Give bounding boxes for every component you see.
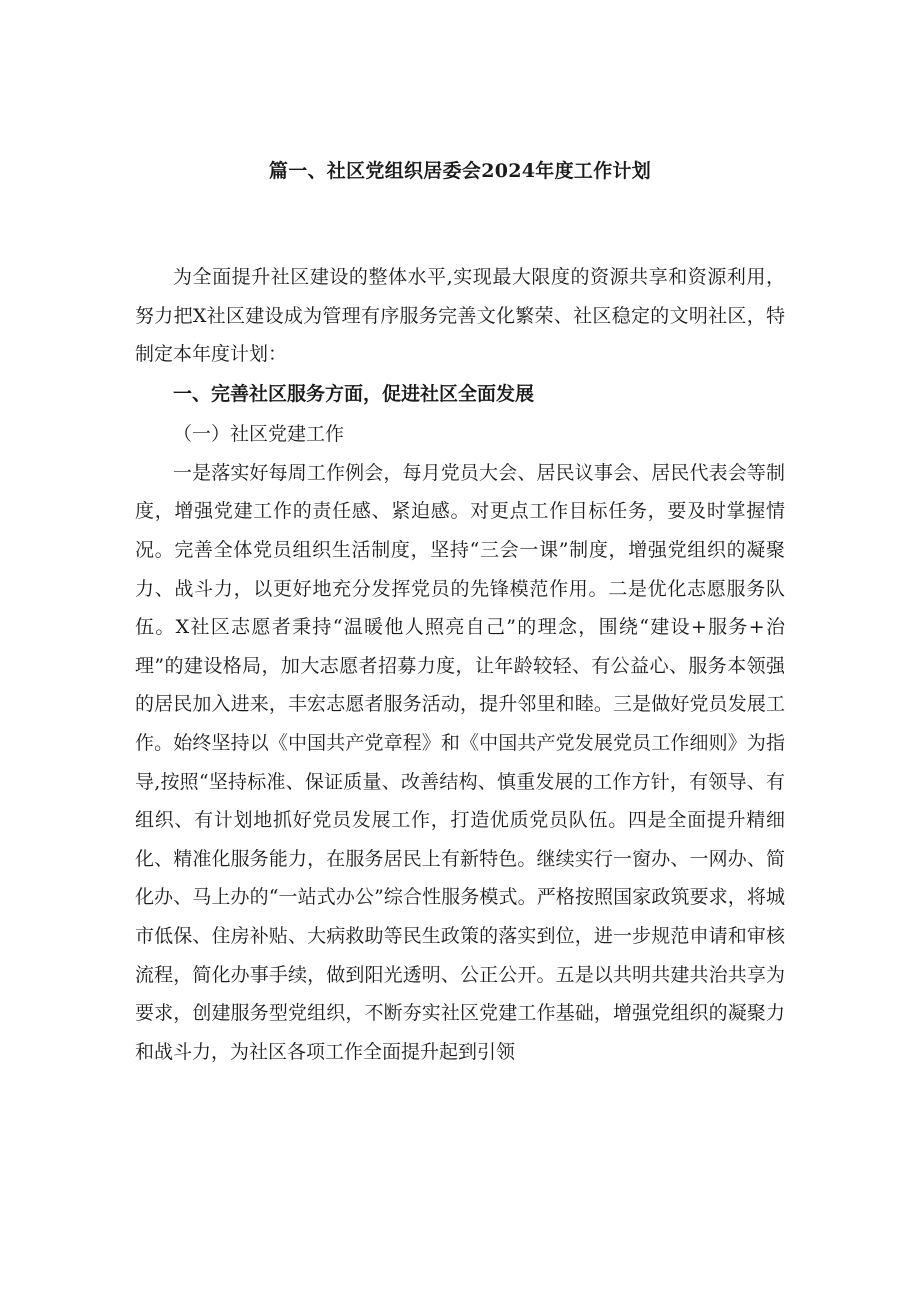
intro-paragraph: 为全面提升社区建设的整体水平,实现最大限度的资源共享和资源利用，努力把X社区建设成为管理有序服务完善文化繁荣、社区稳定的文明社区，特制定本年度计划： (135, 266, 785, 366)
document-body (135, 258, 785, 1071)
section-heading: 一、完善社区服务方面，促进社区全面发展 (173, 382, 535, 405)
subsection-heading: （一）社区党建工作 (173, 422, 345, 445)
document-title: 篇一、社区党组织居委会2024年度工作计划 (268, 160, 652, 182)
body-paragraph: 一是落实好每周工作例会，每月党员大会、居民议事会、居民代表会等制度，增强党建工作的责任感、紧迫感。对更点工作目标任务，要及时掌握情况。完善全体党员组织生活制度，坚持“三会一课”制度，增强党组织的凝聚力、战斗力，以更好地充分发挥党员的先锋模范作用。二是优化志愿服务队伍。X社区志愿者秉持“温暖他人照亮自己”的理念，围绕“建设+服务+治理”的建设格局，加大志愿者招募力度，让年龄较轻、有公益心、服务本领强的居民加入进来，丰宏志愿者服务活动，提升邻里和睦。三是做好党员发展工作。始终坚持以《中国共产党章程》和《中国共产党发展党员工作细则》为指导,按照“坚持标准、保证质量、改善结构、慎重发展的工作方针，有领导、有组织、有计划地抓好党员发展工作，打造优质党员队伍。四是全面提升精细化、精准化服务能力，在服务居民上有新特色。继续实行一窗办、一网办、简化办、马上办的“一站式办公”综合性服务模式。严格按照国家政筑要求，将城市低保、住房补贴、大病救助等民生政策的落实到位，进一步规范申请和审核流程，简化办事手续，做到阳光透明、公正公开。五是以共明共建共治共享为要求，创建服务型党组织，不断夯实社区党建工作基础，增强党组织的凝聚力和战斗力，为社区各项工作全面提升起到引领 (135, 461, 785, 1063)
